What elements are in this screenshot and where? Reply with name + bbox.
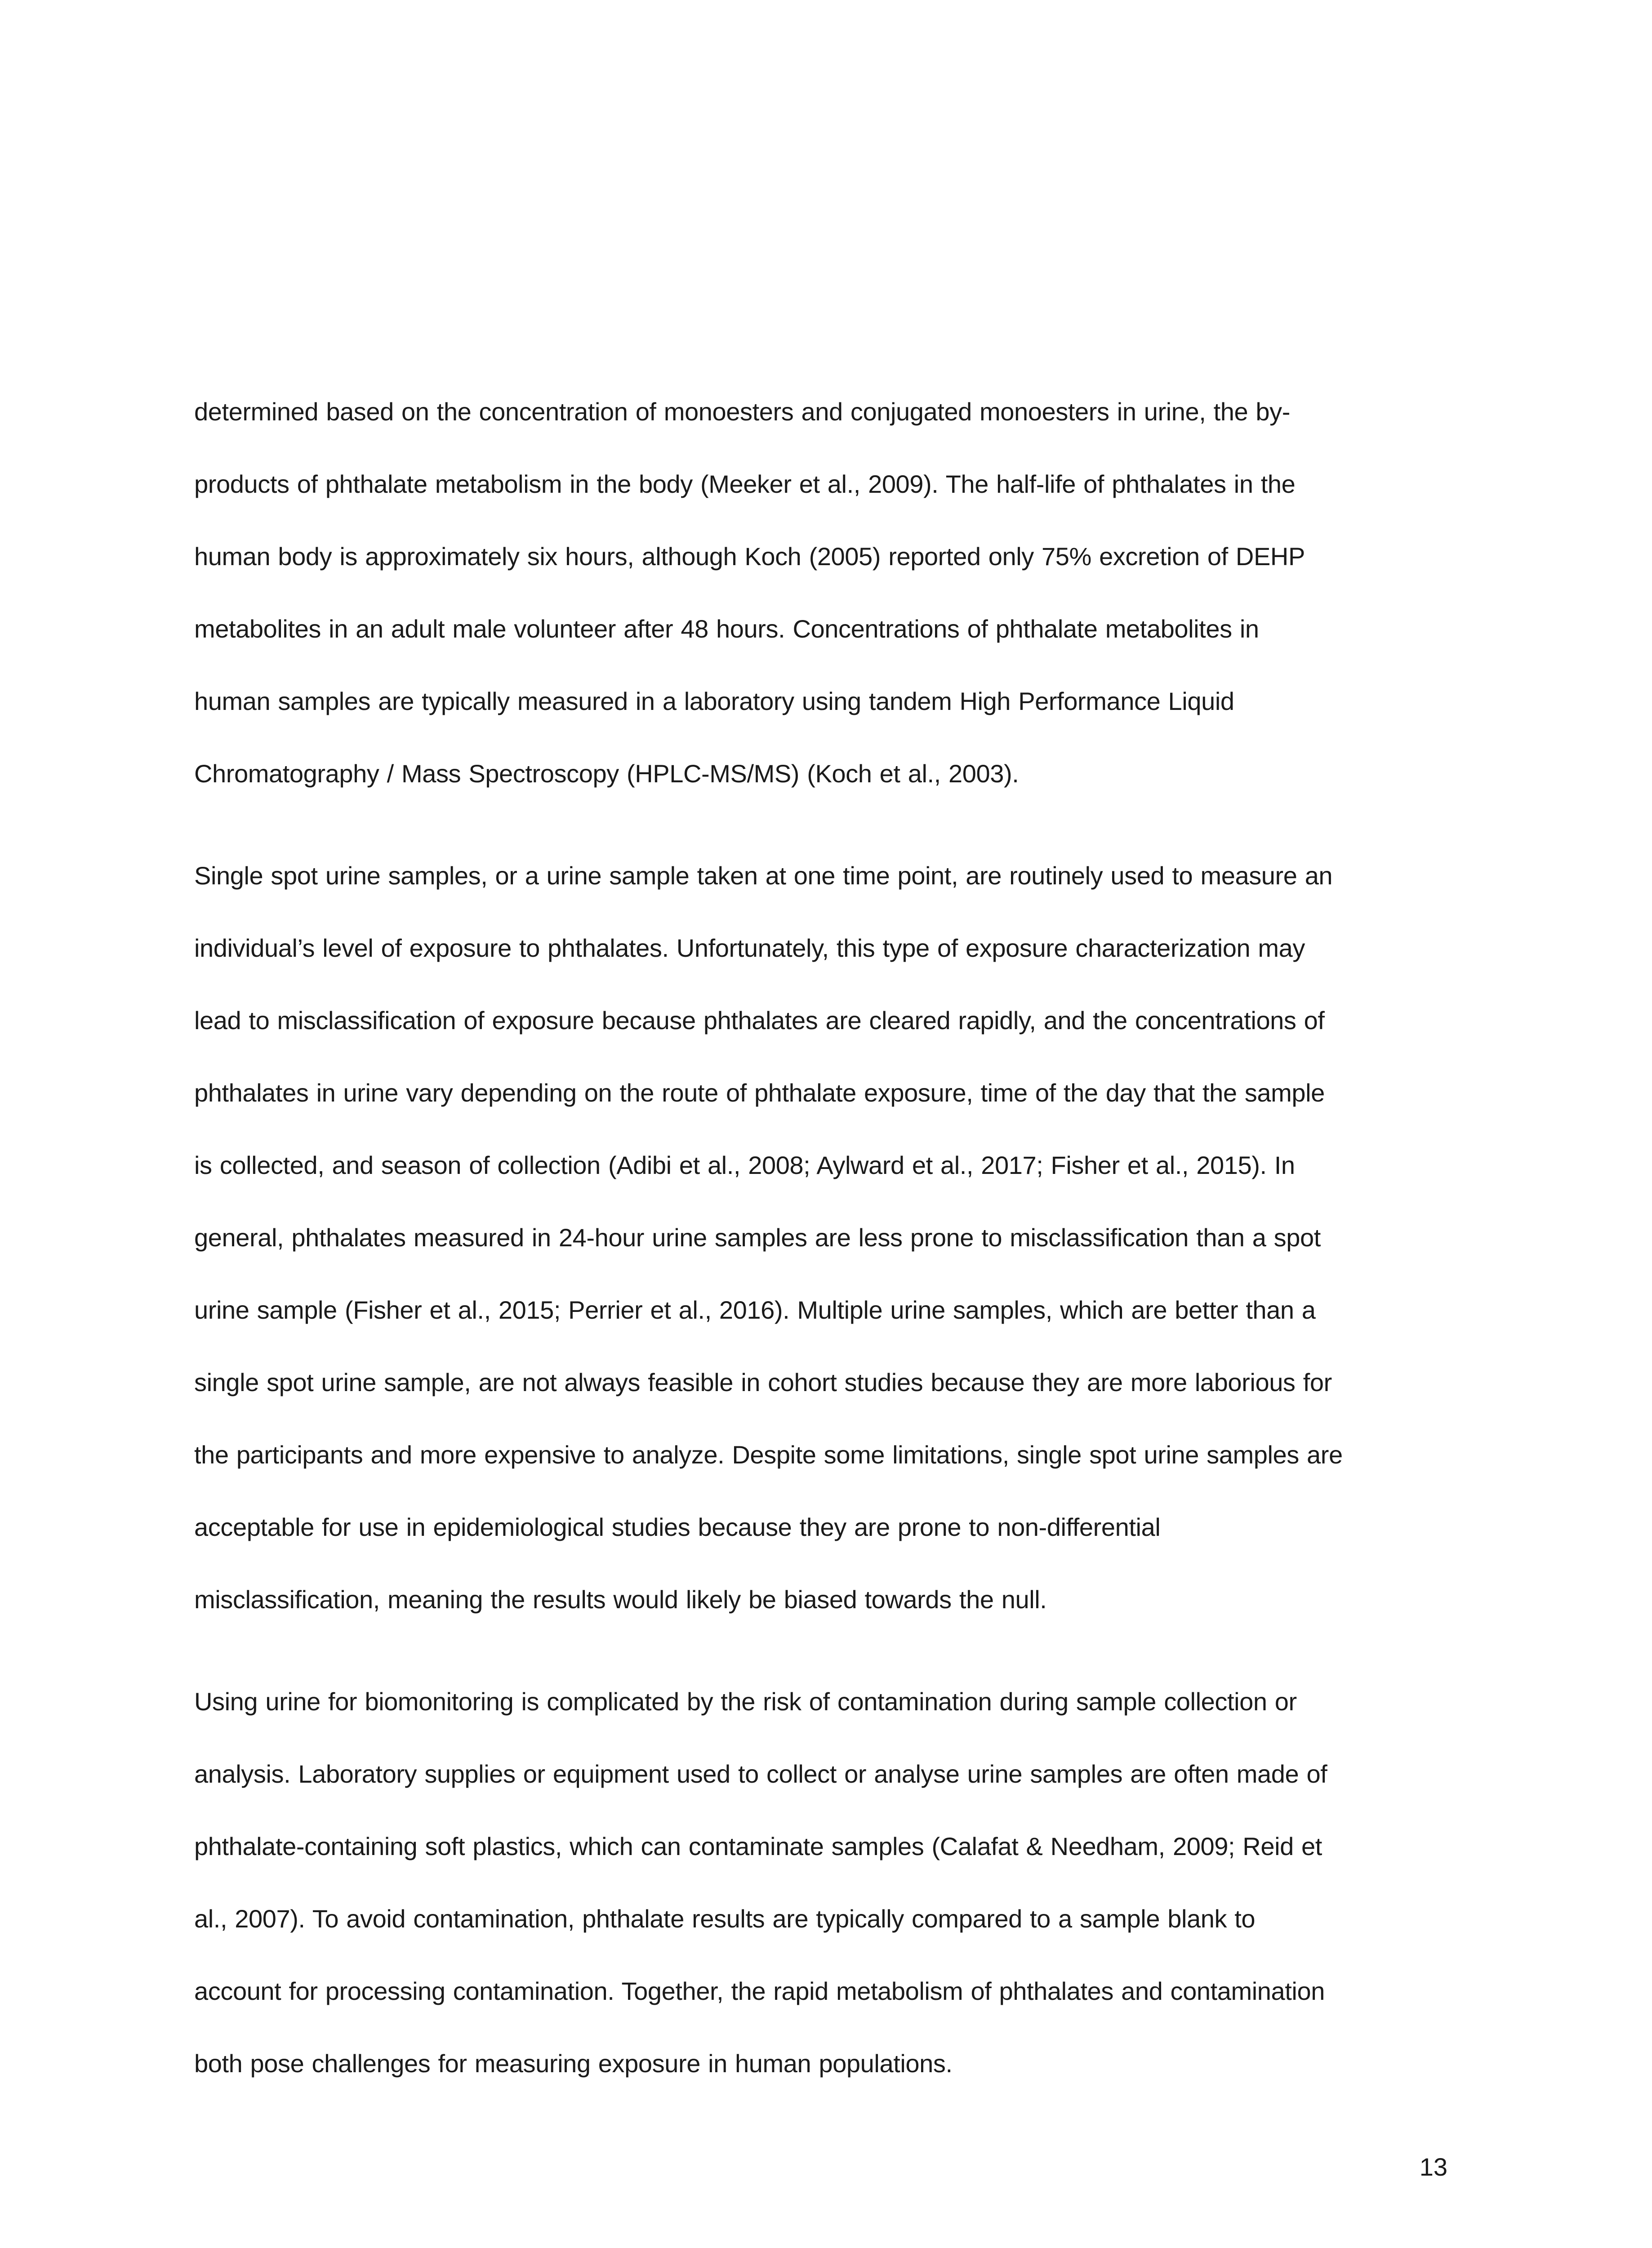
text-line: lead to misclassification of exposure because phthalates are cleared rapidly, and the concentrations of (194, 1006, 1325, 1035)
text-line: analysis. Laboratory supplies or equipment used to collect or analyse urine samples are often made of (194, 1760, 1327, 1788)
text-line: both pose challenges for measuring exposure in human populations. (194, 2049, 953, 2078)
text-line: urine sample (Fisher et al., 2015; Perrier et al., 2016). Multiple urine samples, which are better than a (194, 1296, 1316, 1324)
text-line: is collected, and season of collection (Adibi et al., 2008; Aylward et al., 2017; Fisher et al., 2015). In (194, 1151, 1295, 1179)
paragraph-spot-urine-samples (194, 839, 1453, 1636)
text-line: acceptable for use in epidemiological studies because they are prone to non-differential (194, 1513, 1161, 1541)
text-line: general, phthalates measured in 24-hour urine samples are less prone to misclassification than a spot (194, 1223, 1321, 1252)
text-line: metabolites in an adult male volunteer after 48 hours. Concentrations of phthalate metabolites in (194, 615, 1259, 643)
text-line: individual’s level of exposure to phthalates. Unfortunately, this type of exposure characterization may (194, 934, 1305, 962)
text-line: Using urine for biomonitoring is complicated by the risk of contamination during sample collection or (194, 1687, 1297, 1716)
text-line: phthalates in urine vary depending on the route of phthalate exposure, time of the day that the sample (194, 1079, 1325, 1107)
text-line: determined based on the concentration of monoesters and conjugated monoesters in urine, the by- (194, 397, 1290, 426)
text-line: products of phthalate metabolism in the body (Meeker et al., 2009). The half-life of phthalates in the (194, 470, 1296, 498)
page-body (194, 375, 1453, 2100)
text-line: phthalate-containing soft plastics, which can contaminate samples (Calafat & Needham, 2009; Reid et (194, 1832, 1322, 1860)
text-line: human body is approximately six hours, although Koch (2005) reported only 75% excretion of DEHP (194, 542, 1305, 571)
paragraph-metabolites (194, 375, 1453, 810)
text-line: al., 2007). To avoid contamination, phthalate results are typically compared to a sample blank to (194, 1905, 1256, 1933)
text-line: single spot urine sample, are not always feasible in cohort studies because they are more laborious for (194, 1368, 1332, 1396)
text-line: Single spot urine samples, or a urine sample taken at one time point, are routinely used to measure an (194, 861, 1333, 890)
text-line: the participants and more expensive to analyze. Despite some limitations, single spot urine samples are (194, 1441, 1343, 1469)
text-line: account for processing contamination. Together, the rapid metabolism of phthalates and contamination (194, 1977, 1325, 2005)
page-number: 13 (1419, 2153, 1447, 2181)
text-line: human samples are typically measured in a laboratory using tandem High Performance Liquid (194, 687, 1234, 715)
text-line: Chromatography / Mass Spectroscopy (HPLC-MS/MS) (Koch et al., 2003). (194, 759, 1019, 788)
paragraph-contamination (194, 1665, 1453, 2100)
text-line: misclassification, meaning the results would likely be biased towards the null. (194, 1585, 1047, 1614)
